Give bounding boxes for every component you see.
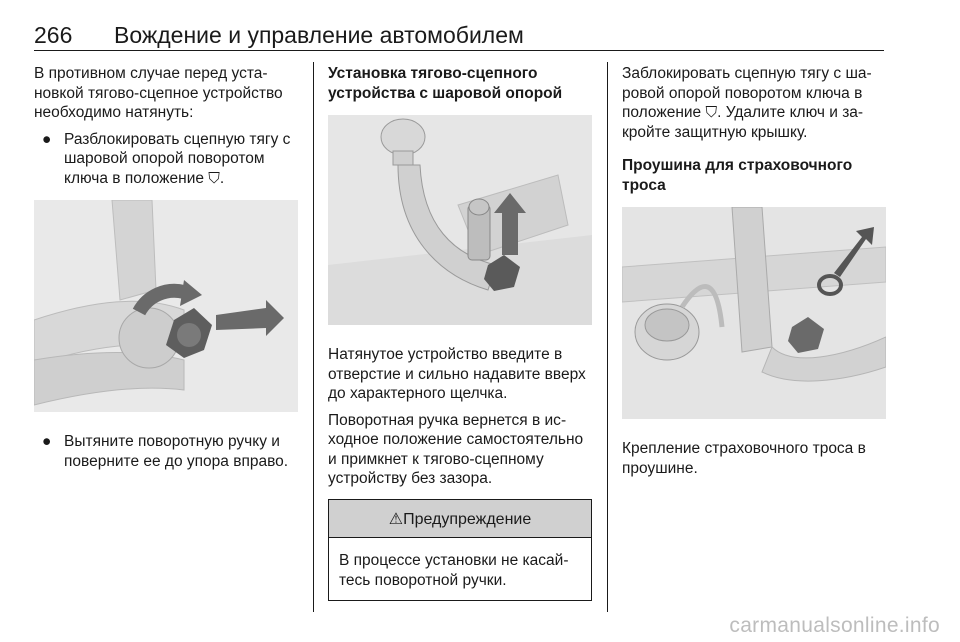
bullet-icon: ● bbox=[42, 433, 52, 450]
section-heading: Установка тягово-сцепного устройства с шаровой опорой bbox=[328, 65, 563, 102]
page-header bbox=[34, 20, 884, 51]
paragraph: Натянутое устройство введите в отверстие и сильно надавите вверх до характерного щелчка. bbox=[328, 346, 586, 402]
bullet-item bbox=[34, 432, 302, 471]
section-heading: Проушина для страховочного троса bbox=[622, 157, 853, 194]
bullet-text: Разблокировать сцепную тягу с шаровой опорой поворотом ключа в положение ⛉. bbox=[64, 130, 291, 187]
bullet-item bbox=[34, 130, 302, 189]
paragraph: Заблокировать сцепную тягу с шаровой опорой поворотом ключа в положение ⛉. Удалите ключ и закройте защитную крышку. bbox=[622, 65, 872, 141]
towbar-illustration bbox=[328, 115, 592, 325]
paragraph: Поворотная ручка вернется в исходное положение самостоятельно и примкнет к тягово-сцепному устройству без зазора. bbox=[328, 411, 584, 487]
paragraph: Крепление страховочного троса в проушине. bbox=[622, 440, 866, 477]
page-title: Вождение и управление автомобилем bbox=[114, 22, 524, 48]
bullet-text: Вытяните поворотную ручку и поверните ее до упора вправо. bbox=[64, 433, 289, 470]
intro-paragraph: В противном случае перед установкой тягово-сцепное устройство необходимо натянуть: bbox=[34, 65, 283, 121]
column-left bbox=[34, 64, 302, 479]
column-divider bbox=[607, 62, 608, 612]
column-middle bbox=[328, 64, 594, 601]
warning-text: В процессе установки не касайтесь поворотной ручки. bbox=[339, 552, 569, 589]
eyelet-illustration bbox=[622, 207, 886, 419]
page-number: 266 bbox=[34, 22, 73, 48]
bullet-icon: ● bbox=[42, 130, 52, 148]
column-divider bbox=[313, 62, 314, 612]
watermark: carmanualsonline.info bbox=[729, 614, 940, 637]
warning-title: ⚠Предупреждение bbox=[329, 500, 591, 539]
warning-box bbox=[328, 499, 592, 602]
column-right bbox=[622, 64, 886, 485]
knob-illustration bbox=[34, 200, 298, 412]
